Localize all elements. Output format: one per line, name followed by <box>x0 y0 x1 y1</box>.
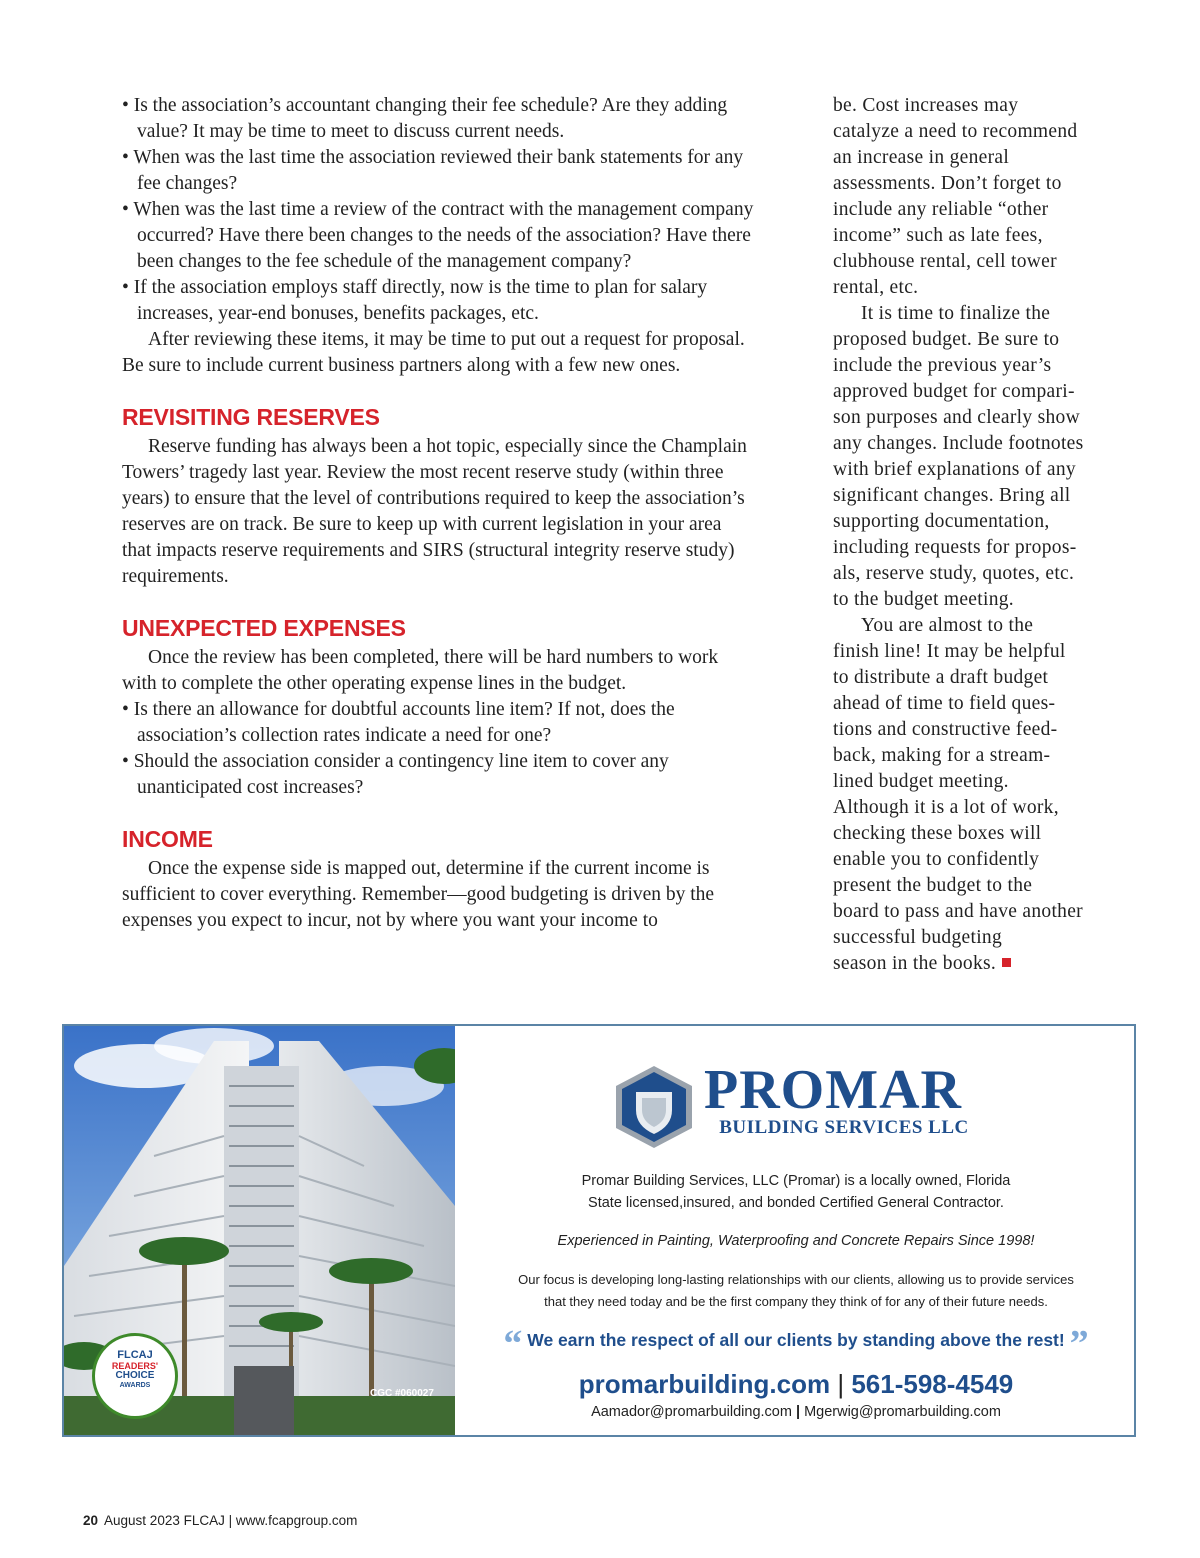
email-row <box>456 1404 1136 1420</box>
heading-unexpected-expenses: UNEXPECTED EXPENSES <box>122 615 406 641</box>
text-line: significant changes. Bring all <box>833 485 1071 506</box>
quote-banner <box>456 1322 1136 1366</box>
open-quote-icon: “ <box>503 1323 523 1365</box>
text-line: back, making for a stream- <box>833 745 1051 766</box>
text-line: son purposes and clearly show <box>833 407 1080 428</box>
quote-text: We earn the respect of all our clients by standing above the rest! <box>527 1330 1065 1350</box>
text-line: approved budget for compari- <box>833 381 1075 402</box>
heading-revisiting-reserves: REVISITING RESERVES <box>122 404 380 430</box>
shield-logo-icon <box>612 1064 696 1150</box>
badge-line: CHOICE <box>115 1370 155 1381</box>
contact-divider: | <box>837 1369 845 1399</box>
text-line: with brief explanations of any <box>833 459 1076 480</box>
text-line: assessments. Don’t forget to <box>833 173 1062 194</box>
text-line: catalyze a need to recommend <box>833 121 1078 142</box>
building-photo <box>64 1026 455 1435</box>
focus-line: that they need today and be the first company they think of for any of their future needs. <box>544 1294 1048 1309</box>
text-line: Although it is a lot of work, <box>833 797 1059 818</box>
text-line: including requests for propos- <box>833 537 1077 558</box>
badge-line: AWARDS <box>119 1382 151 1389</box>
bullet-item: • Is there an allowance for doubtful accounts line item? If not, does the association’s collection rates indicate a need for one? <box>122 699 675 746</box>
readers-choice-badge <box>92 1333 178 1419</box>
heading-income: INCOME <box>122 826 213 852</box>
bullet-item: • Should the association consider a contingency line item to cover any unanticipated cost increases? <box>122 751 669 798</box>
main-article-column <box>122 93 754 934</box>
intro-paragraph: After reviewing these items, it may be time to put out a request for proposal. Be sure to include current business partners along with a few new ones. <box>122 329 745 376</box>
text-line: als, reserve study, quotes, etc. <box>833 563 1075 584</box>
bullet-item: • Is the association’s accountant changing their fee schedule? Are they adding value? It may be time to meet to discuss current needs. <box>122 95 728 142</box>
text-line: to the budget meeting. <box>833 589 1014 610</box>
focus-line: Our focus is developing long-lasting relationships with our clients, allowing us to provide services <box>518 1272 1074 1287</box>
website-link[interactable]: promarbuilding.com <box>578 1369 831 1399</box>
reserves-paragraph: Reserve funding has always been a hot topic, especially since the Champlain Towers’ tragedy last year. Review the most recent reserve study (within three years) to ensure that the level of contributions required to keep the association’s reserves are on track. Be sure to keep up with current legislation in your area that impacts reserve requirements and SIRS (structural integrity reserve study) requirements. <box>122 436 747 587</box>
badge-line: FLCAJ <box>117 1349 153 1361</box>
text-line: rental, etc. <box>833 277 919 298</box>
footer-text: August 2023 FLCAJ | www.fcapgroup.com <box>104 1513 358 1528</box>
income-paragraph: Once the expense side is mapped out, determine if the current income is sufficient to cover everything. Remember—good budgeting is driven by the expenses you expect to incur, not by where you want your income to <box>122 858 715 931</box>
text-line: clubhouse rental, cell tower <box>833 251 1057 272</box>
text-line: finish line! It may be helpful <box>833 641 1066 662</box>
bullet-item: • When was the last time a review of the contract with the management company occurred? Have there been changes to the needs of the association? Have there been changes to the fee schedule of the management company? <box>122 199 754 272</box>
text-line: supporting documentation, <box>833 511 1050 532</box>
expenses-paragraph: Once the review has been completed, there will be hard numbers to work with to complete the other operating expense lines in the budget. <box>122 647 719 694</box>
text-line: tions and constructive feed- <box>833 719 1058 740</box>
text-line: ahead of time to field ques- <box>833 693 1056 714</box>
experience-tagline: Experienced in Painting, Waterproofing and Concrete Repairs Since 1998! <box>557 1233 1035 1249</box>
text-line: any changes. Include footnotes <box>833 433 1084 454</box>
license-number: CGC #060027 <box>370 1388 434 1399</box>
bullet-item: • When was the last time the association reviewed their bank statements for any fee changes? <box>122 147 744 194</box>
email-divider: | <box>795 1404 801 1420</box>
email-link[interactable]: Mgerwig@promarbuilding.com <box>804 1404 1001 1420</box>
text-line: to distribute a draft budget <box>833 667 1049 688</box>
text-line-final <box>833 951 1123 977</box>
text-line: It is time to finalize the <box>861 303 1051 324</box>
text-line: an increase in general <box>833 147 1010 168</box>
phone-number[interactable]: 561-598-4549 <box>851 1369 1014 1399</box>
text-line: lined budget meeting. <box>833 771 1009 792</box>
text-line: enable you to confidently <box>833 849 1040 870</box>
text-line: successful budgeting <box>833 927 1003 948</box>
email-link[interactable]: Aamador@promarbuilding.com <box>591 1404 792 1420</box>
brand-subtitle: BUILDING SERVICES LLC <box>719 1117 969 1138</box>
text-line: be. Cost increases may <box>833 95 1019 116</box>
text-line: income” such as late fees, <box>833 225 1043 246</box>
badge-line: READERS' <box>111 1361 159 1371</box>
text-line: include the previous year’s <box>833 355 1052 376</box>
text-line: You are almost to the <box>861 615 1034 636</box>
bullet-item: • If the association employs staff directly, now is the time to plan for salary increases, year-end bonuses, benefits packages, etc. <box>122 277 708 324</box>
text-line: board to pass and have another <box>833 901 1083 922</box>
contact-row <box>456 1369 1136 1400</box>
description-line: Promar Building Services, LLC (Promar) is a locally owned, Florida <box>581 1173 1011 1189</box>
side-article-column <box>833 93 1123 977</box>
brand-name: PROMAR <box>704 1059 962 1121</box>
close-quote-icon: ” <box>1069 1323 1089 1365</box>
description-line: State licensed,insured, and bonded Certified General Contractor. <box>588 1195 1004 1211</box>
page-footer <box>83 1513 357 1528</box>
promar-advertisement <box>62 1024 1136 1437</box>
text-line: checking these boxes will <box>833 823 1042 844</box>
text-line: season in the books. <box>833 953 997 974</box>
text-line: present the budget to the <box>833 875 1033 896</box>
text-line: include any reliable “other <box>833 199 1049 220</box>
ad-text-panel <box>456 1026 1136 1435</box>
text-line: proposed budget. Be sure to <box>833 329 1060 350</box>
end-of-article-mark <box>1002 958 1011 967</box>
page-number: 20 <box>83 1513 99 1528</box>
